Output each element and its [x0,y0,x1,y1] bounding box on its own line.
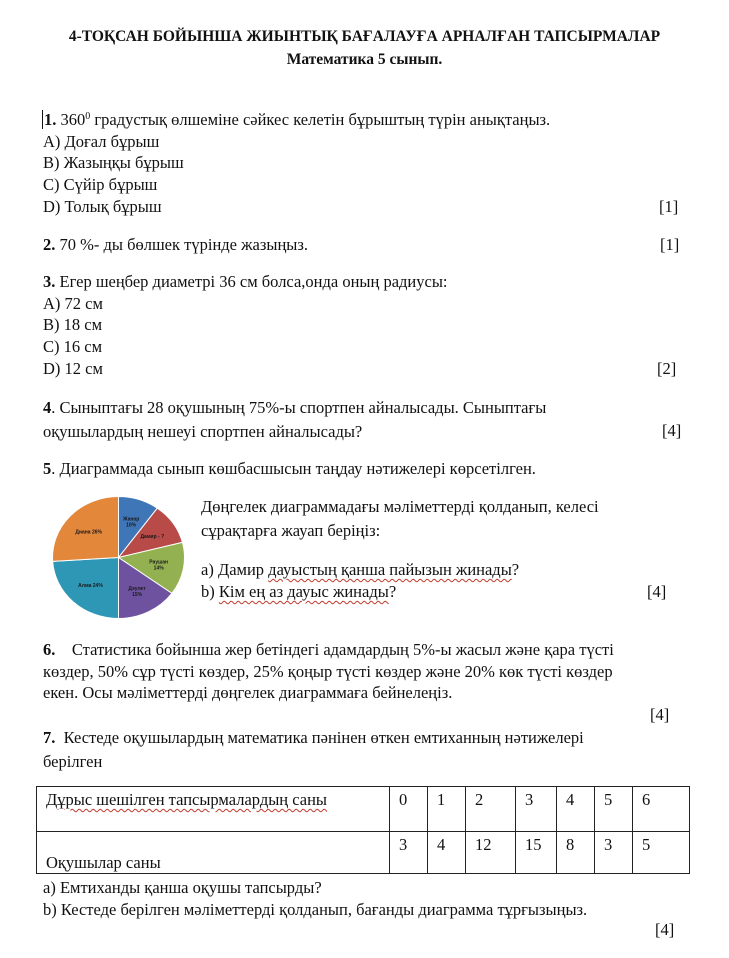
table-cell: 4 [428,832,466,874]
q1-option-b: B) Жазыңқы бұрыш [43,153,184,172]
table-cell: 2 [466,787,516,832]
q1-option-a: A) Доғал бұрыш [43,132,160,151]
q3-option-b: B) 18 см [43,315,103,334]
table-row [37,832,690,874]
q6-mark: [4] [650,705,670,724]
q4-line2: оқушылардың нешеуі спортпен айналысады? [43,422,363,441]
q6-line1: 6. Статистика бойынша жер бетіндегі адамдардың 5%-ы жасыл және қара түсті [43,640,614,659]
page-title: 4-ТОҚСАН БОЙЫНША ЖИЫНТЫҚ БАҒАЛАУҒА АРНАЛҒАН ТАПСЫРМАЛАР [68,28,661,45]
table-cell: 12 [466,832,516,874]
q1-number: 1. [44,110,57,129]
q3-option-d: D) 12 см [43,359,103,378]
q1-option-c: C) Сүйір бұрыш [43,175,158,194]
q1-text: 1. $360^0$ градустық өлшеміне сәйкес келетін бұрыштың түрін анықтаңыз. [44,110,551,129]
q6-line3: екен. Осы мәліметтерді дөңгелек диаграммаға бейнелеңіз. [43,683,453,702]
q3-mark: [2] [657,359,677,378]
text-cursor [42,110,43,129]
table-cell: 3 [595,832,633,874]
q7-line1: 7. Кестеде оқушылардың математика пәнінен өткен емтиханның нәтижелері [43,728,584,747]
q7-question-a: a) Емтиханды қанша оқушы тапсырды? [43,878,322,897]
q3-text: 3. Егер шеңбер диаметрі 36 см болса,онда оның радиусы: [43,272,448,291]
q5-text: 5. Диаграммада сынып көшбасшысын таңдау нәтижелері көрсетілген. [43,459,536,478]
table-cell: 3 [390,832,428,874]
pie-chart [50,494,187,621]
pie-label-Диана: Диана 26% [75,529,102,536]
table-cell: 1 [428,787,466,832]
pie-label-Жанар: Жанар 10% [123,516,140,529]
q5-mark: [4] [647,582,667,601]
table-cell: 6 [633,787,690,832]
q2-mark: [1] [660,235,680,254]
q5-intro-line2: сұрақтарға жауап беріңіз: [201,521,381,540]
table-cell: Оқушылар саны [37,832,390,874]
table-cell: 3 [516,787,557,832]
q6-line2: көздер, 50% сұр түсті көздер, 25% қоңыр түсті көздер және 20% көк түсті көздер [43,662,613,681]
pie-label-Дамир: Дамир - ? [140,534,165,541]
q1-mark: [1] [659,197,679,216]
q3-option-a: A) 72 см [43,294,103,313]
q2-text: 2. 70 %- ды бөлшек түрінде жазыңыз. [43,235,308,254]
q7-question-b: b) Кестеде берілген мәліметтерді қолданып, бағанды диаграмма тұрғызыңыз. [43,900,588,919]
q7-line2: берілген [43,752,103,771]
q5-question-a: a) Дамир дауыстың қанша пайызын жинады? [201,560,520,579]
page-subtitle: Математика 5 сынып. [286,51,443,68]
q3-option-c: C) 16 см [43,337,103,356]
q4-mark: [4] [662,421,682,440]
table-cell: 0 [390,787,428,832]
pie-label-Раушан: Раушан 14% [149,559,169,572]
q4-line1: 4. Сыныптағы 28 оқушының 75%-ы спортпен айналысады. Сыныптағы [43,398,547,417]
table-cell: 5 [595,787,633,832]
table-cell: 15 [516,832,557,874]
table-cell: 4 [557,787,595,832]
q1-option-d: D) Толық бұрыш [43,197,162,216]
pie-label-Алма: Алма 24% [78,583,103,590]
results-table [36,786,690,874]
table-row [37,787,690,832]
q5-question-b: b) Кім ең аз дауыс жинады? [201,582,397,601]
q7-mark: [4] [655,920,675,939]
table-cell: Дұрыс шешілген тапсырмалардың саны [37,787,390,832]
pie-label-Дәулет: Дәулет 15% [128,586,146,599]
q5-intro-line1: Дөңгелек диаграммадағы мәліметтерді қолданып, келесі [201,497,599,516]
table-cell: 8 [557,832,595,874]
table-cell: 5 [633,832,690,874]
